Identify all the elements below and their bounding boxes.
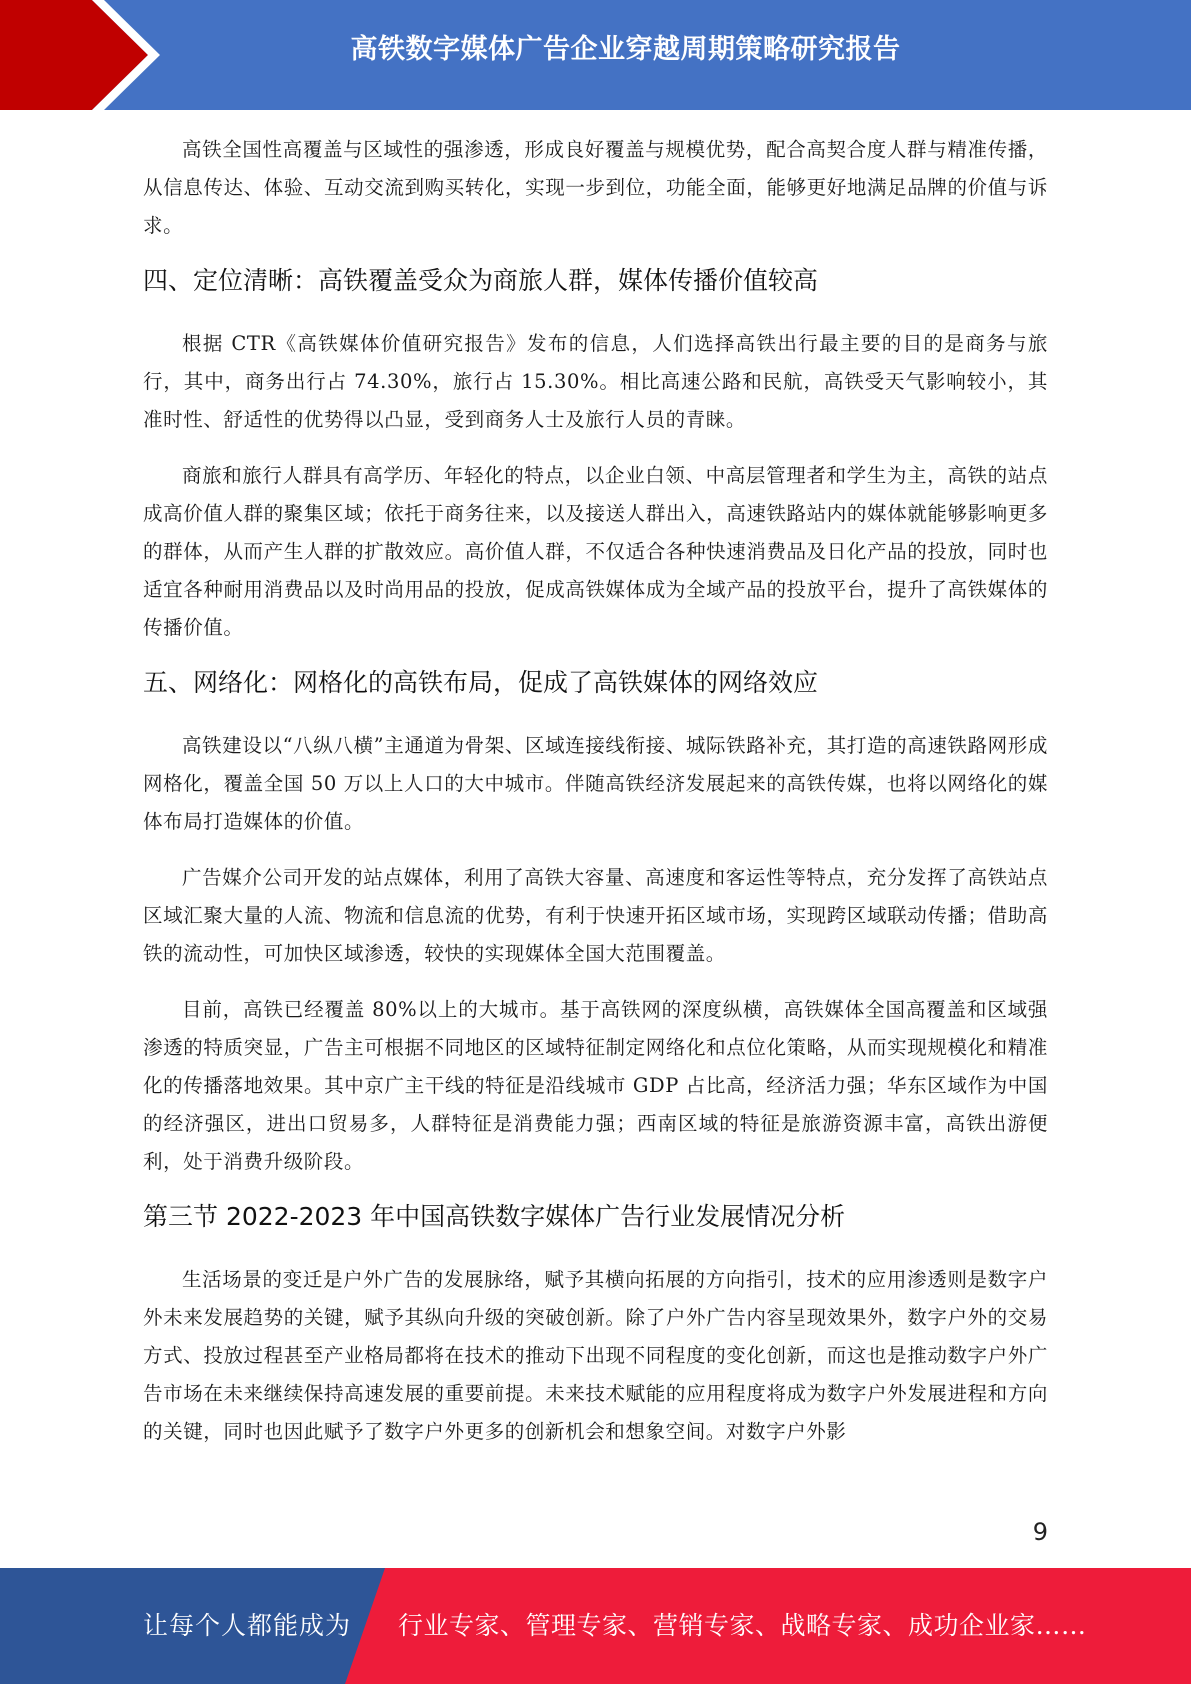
section-heading: 五、网络化：网格化的高铁布局，促成了高铁媒体的网络效应 bbox=[143, 668, 819, 697]
section-heading: 四、定位清晰：高铁覆盖受众为商旅人群，媒体传播价值较高 bbox=[143, 266, 819, 295]
body-paragraph: 根据 CTR《高铁媒体价值研究报告》发布的信息，人们选择高铁出行最主要的目的是商务与旅行，其中，商务出行占 74.30%，旅行占 15.30%。相比高速公路和民航，高铁受天气影响较小，其准时性、舒适性的优势得以凸显，受到商务人士及旅行人员的青睐。 bbox=[143, 332, 1048, 431]
footer-slogan-right: 行业专家、管理专家、营销专家、战略专家、成功企业家…… bbox=[398, 1611, 1087, 1640]
section-heading: 第三节 2022-2023 年中国高铁数字媒体广告行业发展情况分析 bbox=[143, 1202, 846, 1231]
report-title: 高铁数字媒体广告企业穿越周期策略研究报告 bbox=[350, 34, 901, 65]
body-paragraph: 高铁建设以“八纵八横”主通道为骨架、区域连接线衔接、城际铁路补充，其打造的高速铁路网形成网格化，覆盖全国 50 万以上人口的大中城市。伴随高铁经济发展起来的高铁传媒，也将以网络化的媒体布局打造媒体的价值。 bbox=[143, 734, 1048, 833]
body-paragraph: 广告媒介公司开发的站点媒体，利用了高铁大容量、高速度和客运性等特点，充分发挥了高铁站点区域汇聚大量的人流、物流和信息流的优势，有利于快速开拓区域市场，实现跨区域联动传播；借助高铁的流动性，可加快区域渗透，较快的实现媒体全国大范围覆盖。 bbox=[143, 866, 1048, 965]
page-header bbox=[0, 0, 1191, 110]
body-paragraph: 商旅和旅行人群具有高学历、年轻化的特点，以企业白领、中高层管理者和学生为主，高铁的站点成高价值人群的聚集区域；依托于商务往来，以及接送人群出入，高速铁路站内的媒体就能够影响更多的群体，从而产生人群的扩散效应。高价值人群，不仅适合各种快速消费品及日化产品的投放，同时也适宜各种耐用消费品以及时尚用品的投放，促成高铁媒体成为全域产品的投放平台，提升了高铁媒体的传播价值。 bbox=[143, 464, 1048, 639]
document-body bbox=[143, 131, 1048, 1469]
header-arrow-decoration bbox=[0, 0, 160, 110]
body-paragraph: 生活场景的变迁是户外广告的发展脉络，赋予其横向拓展的方向指引，技术的应用渗透则是数字户外未来发展趋势的关键，赋予其纵向升级的突破创新。除了户外广告内容呈现效果外，数字户外的交易方式、投放过程甚至产业格局都将在技术的推动下出现不同程度的变化创新，而这也是推动数字户外广告市场在未来继续保持高速发展的重要前提。未来技术赋能的应用程度将成为数字户外发展进程和方向的关键，同时也因此赋予了数字户外更多的创新机会和想象空间。对数字户外影 bbox=[143, 1268, 1048, 1443]
footer-slogan-left: 让每个人都能成为 bbox=[143, 1611, 352, 1640]
body-paragraph: 目前，高铁已经覆盖 80%以上的大城市。基于高铁网的深度纵横，高铁媒体全国高覆盖和区域强渗透的特质突显，广告主可根据不同地区的区域特征制定网络化和点位化策略，从而实现规模化和精准化的传播落地效果。其中京广主干线的特征是沿线城市 GDP 占比高，经济活力强；华东区域作为中国的经济强区，进出口贸易多，人群特征是消费能力强；西南区域的特征是旅游资源丰富，高铁出游便利，处于消费升级阶段。 bbox=[143, 998, 1048, 1173]
body-paragraph: 高铁全国性高覆盖与区域性的强渗透，形成良好覆盖与规模优势，配合高契合度人群与精准传播，从信息传达、体验、互动交流到购买转化，实现一步到位，功能全面，能够更好地满足品牌的价值与诉求。 bbox=[143, 138, 1048, 237]
page-number: 9 bbox=[1032, 1518, 1048, 1546]
page-footer bbox=[0, 1568, 1191, 1684]
